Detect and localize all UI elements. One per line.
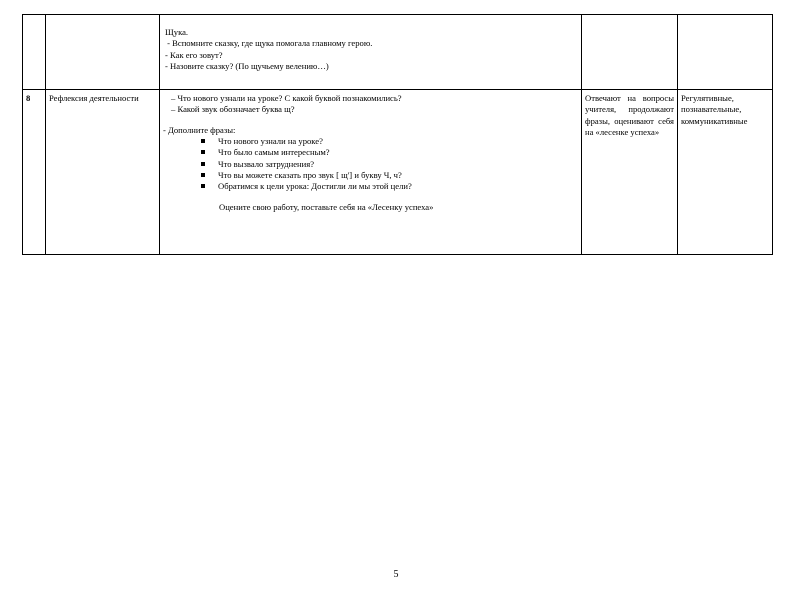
list-item: Что вы можете сказать про звук [ щ'] и букву Ч, ч? [201,170,578,181]
table-row [23,15,773,90]
cell-teacher-activity [160,15,582,90]
teacher-line: Щука. [165,27,189,37]
stage-name: Рефлексия деятельности [46,90,160,255]
teacher-closing: Оцените свою работу, поставьте себя на «Лесенку успеха» [219,201,434,212]
cell-teacher-activity [160,90,582,255]
lesson-plan-table [22,14,773,255]
teacher-line: - Вспомните сказку, где щука помогала главному герою. [165,38,373,49]
uud-text: Регулятивные, познавательные, коммуникативные [678,90,773,255]
teacher-question: – Что нового узнали на уроке? С какой буквой познакомились? [171,93,402,103]
page-number: 5 [393,569,399,580]
cell-pupil-activity [582,15,678,90]
cell-stage [46,15,160,90]
list-item: Что вызвало затруднения? [201,159,578,170]
pupil-activity: Отвечают на вопросы учителя, продолжают фразы, оценивают себя на «лесенке успеха» [582,90,678,255]
list-item: Обратимся к цели урока: Достигли ли мы этой цели? [201,181,578,192]
list-item: Что было самым интересным? [201,147,578,158]
stage-number: 8 [23,90,46,255]
cell-number [23,15,46,90]
table-row [23,90,773,255]
teacher-prompt: - Дополните фразы: [163,124,236,135]
phrase-list [163,136,578,193]
teacher-question: – Какой звук обозначает буква щ? [171,104,295,115]
list-item: Что нового узнали на уроке? [201,136,578,147]
teacher-line: - Как его зовут? [165,49,223,60]
teacher-line: - Назовите сказку? (По щучьему велению…) [165,61,329,72]
cell-uud [678,15,773,90]
